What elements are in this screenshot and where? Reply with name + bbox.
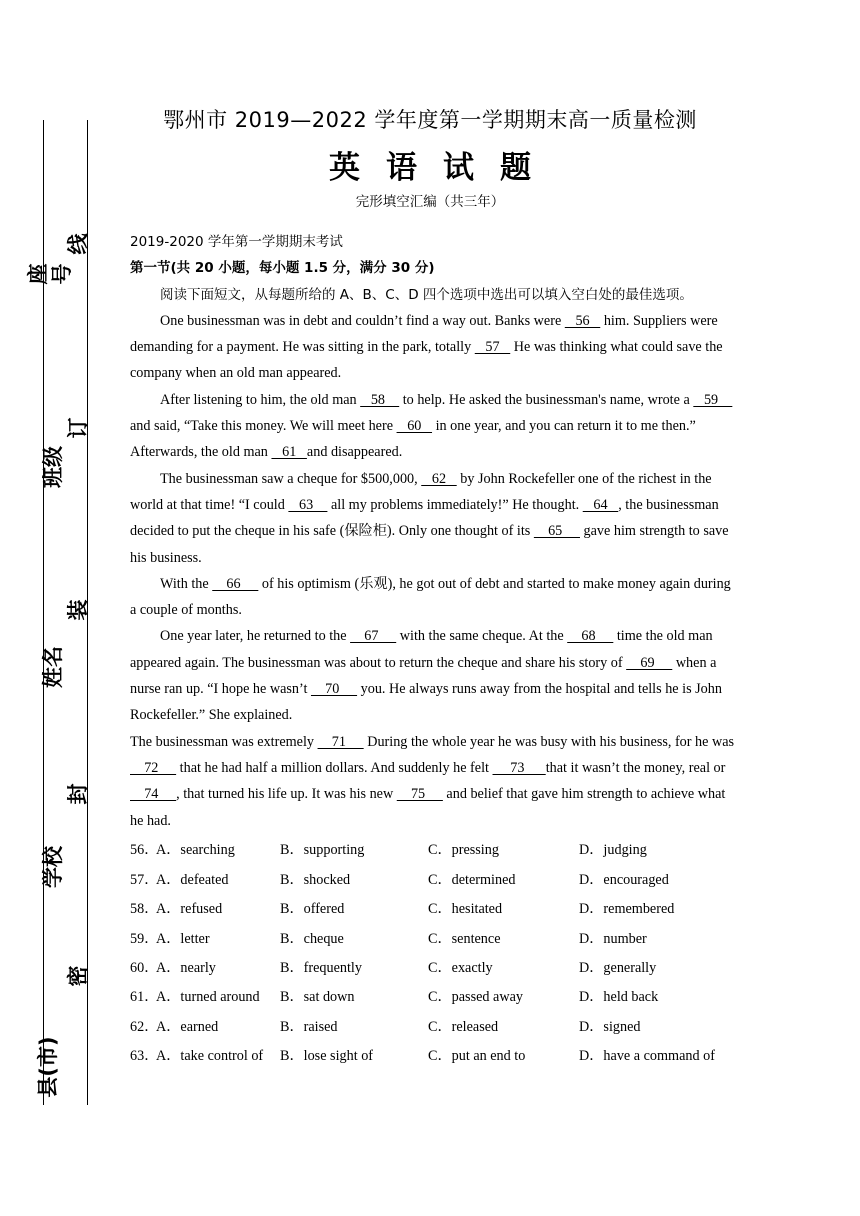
instruction-text: 阅读下面短文，从每题所给的 A、B、C、D 四个选项中选出可以填入空白处的最佳选项。 [160, 286, 693, 303]
blank-60: 60 [396, 418, 433, 435]
blank-68: 68 [567, 628, 614, 645]
passage-paragraph-5: One year later, he returned to the 67 with the same cheque. At the 68 time the old man appeared again. The businessman was about to return the cheque and share his story of 69 when a nurse ran up. “I hope he wasn’t 70 you. He always runs away from the hospital and tells he is John Rockefeller.” She explained. [130, 628, 722, 724]
question-row: 57． A．defeated B．shocked C．determined D．encouraged [130, 871, 669, 888]
document-title: 鄂州市 2019—2022 学年度第一学期期末高一质量检测 [163, 108, 697, 132]
question-list [130, 836, 735, 1071]
blank-66: 66 [212, 575, 259, 592]
document-subtitle: 完形填空汇编（共三年） [355, 194, 505, 210]
cut-mark-feng: 封 [66, 783, 90, 805]
blank-62: 62 [421, 470, 457, 487]
seat-number-label: 座号 [26, 263, 74, 285]
blank-58: 58 [360, 391, 400, 408]
subject-title: 英语试题 [329, 150, 557, 186]
blank-72: 72 [130, 759, 177, 776]
exam-name: 2019-2020 学年第一学期期末考试 [130, 234, 343, 250]
blank-59: 59 [693, 391, 733, 408]
blank-64: 64 [582, 496, 619, 513]
blank-67: 67 [350, 628, 397, 645]
school-label: 学校 [41, 846, 65, 888]
question-row: 59． A．letter B．cheque C．sentence D．number [130, 930, 647, 947]
name-label: 姓名 [41, 646, 65, 688]
question-row: 62． A．earned B．raised C．released D．signed [130, 1018, 641, 1035]
blank-69: 69 [626, 654, 673, 671]
class-label: 班级 [41, 446, 65, 488]
passage-paragraph-3: The businessman saw a cheque for $500,000, 62 by John Rockefeller one of the richest in the world at that time! “I could 63 all my problems immediately!” He thought. 64 , the businessman decided to put the cheque in his safe (保险柜). Only one thought of its 65 gave him strength to save his business. [130, 470, 729, 566]
passage-paragraph-4: With the 66 of his optimism (乐观), he got out of debt and started to make money again during a couple of months. [130, 575, 731, 619]
passage-paragraph-6: The businessman was extremely 71 During the whole year he was busy with his business, for he was 72 that he had half a million dollars. And suddenly he felt 73 that it wasn’t the money, real or 74 , that turned his life up. It was his new 75 and belief that gave him strength to achieve what he had. [130, 733, 735, 829]
cut-mark-ding: 订 [66, 417, 90, 439]
question-row: 63． A．take control of B．lose sight of C．put an end to D．have a command of [130, 1048, 715, 1065]
blank-74: 74 [130, 786, 177, 803]
cut-mark-mi: 密 [66, 965, 90, 987]
blank-75: 75 [396, 786, 443, 803]
cut-mark-xian: 线 [66, 233, 90, 255]
exam-content [130, 229, 735, 1071]
passage-paragraph-2: After listening to him, the old man 58 to help. He asked the businessman's name, wrote a 59 and said, “Take this money. We will meet here 60 in one year, and you can return it to me then.” Afterwards, the old man 61 and disappeared. [130, 391, 733, 461]
blank-70: 70 [310, 681, 358, 698]
blank-63: 63 [288, 496, 328, 513]
question-row: 56． A．searching B．supporting C．pressing D．judging [130, 842, 647, 859]
section-heading: 第一节(共 20 小题，每小题 1.5 分，满分 30 分) [130, 260, 435, 277]
question-row: 58． A．refused B．offered C．hesitated D．remembered [130, 901, 675, 918]
blank-61: 61 [271, 444, 307, 461]
blank-71: 71 [317, 733, 364, 750]
passage-paragraph-1: One businessman was in debt and couldn’t find a way out. Banks were 56 him. Suppliers were demanding for a payment. He was sitting in the park, totally 57 He was thinking what could save the company when an old man appeared. [130, 312, 723, 382]
binding-margin [0, 0, 100, 1216]
question-row: 61． A．turned around B．sat down C．passed away D．held back [130, 989, 659, 1006]
blank-57: 57 [474, 339, 511, 356]
blank-56: 56 [564, 312, 601, 329]
question-row: 60． A．nearly B．frequently C．exactly D．generally [130, 959, 657, 976]
county-label: 县(市) [36, 1036, 60, 1098]
blank-65: 65 [533, 523, 580, 540]
blank-73: 73 [492, 759, 546, 776]
cut-mark-zhuang: 装 [66, 599, 90, 621]
